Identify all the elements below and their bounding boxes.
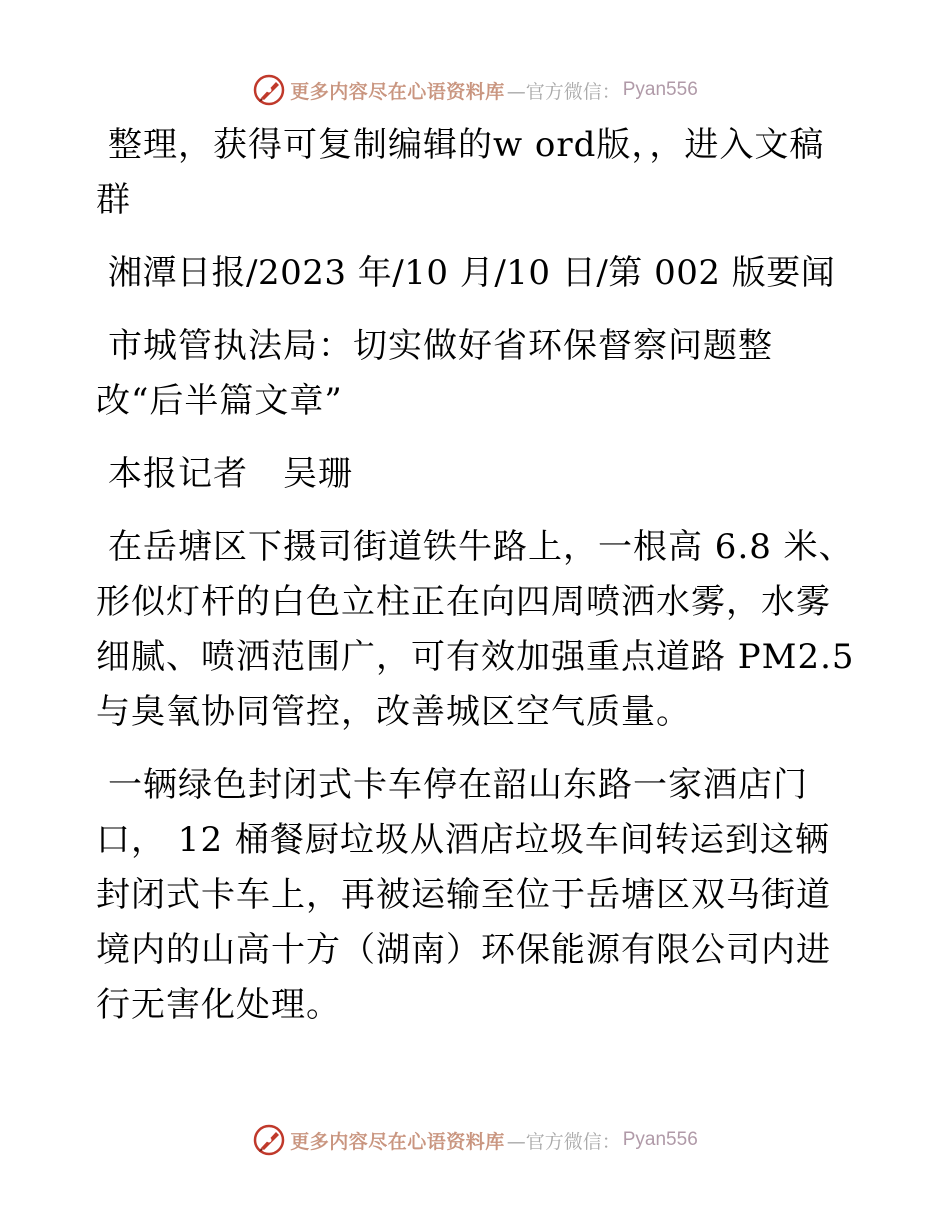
article-paragraph-1: 在岳塘区下摄司街道铁牛路上，一根高 6.8 米、形似灯杆的白色立柱正在向四周喷洒水雾，水雾细腻、喷洒范围广，可有效加强重点道路 PM2.5 与臭氧协同管控，改善城区空气质量。 (96, 527, 855, 732)
banner-official-text: —官方微信： (506, 80, 621, 103)
quill-pen-circle-icon (252, 1123, 286, 1157)
intro-text: 整理，获得可复制编辑的w ord版，，进入文稿群 (96, 125, 825, 220)
header-banner (0, 70, 950, 110)
banner-wechat-id: Pyan556 (622, 79, 698, 100)
source-line: 湘潭日报/2023 年/10 月/10 日/第 002 版要闻 (108, 253, 836, 293)
footer-banner (0, 1120, 950, 1160)
article-paragraph-2: 一辆绿色封闭式卡车停在韶山东路一家酒店门口， 12 桶餐厨垃圾从酒店垃圾车间转运到这辆封闭式卡车上，再被运输至位于岳塘区双马街道境内的山高十方（湖南）环保能源有限公司内进行无害化处理。 (96, 765, 831, 1025)
footer-official-text: —官方微信： (506, 1130, 621, 1153)
article-byline: 本报记者 吴珊 (108, 454, 353, 494)
quill-pen-circle-icon (252, 73, 286, 107)
footer-wechat-id: Pyan556 (622, 1129, 698, 1150)
footer-brand-text: 更多内容尽在心语资料库 (290, 1130, 505, 1153)
article-body (96, 118, 856, 1051)
article-headline: 市城管执法局：切实做好省环保督察问题整改“后半篇文章” (96, 326, 773, 421)
banner-brand-text: 更多内容尽在心语资料库 (290, 80, 505, 103)
